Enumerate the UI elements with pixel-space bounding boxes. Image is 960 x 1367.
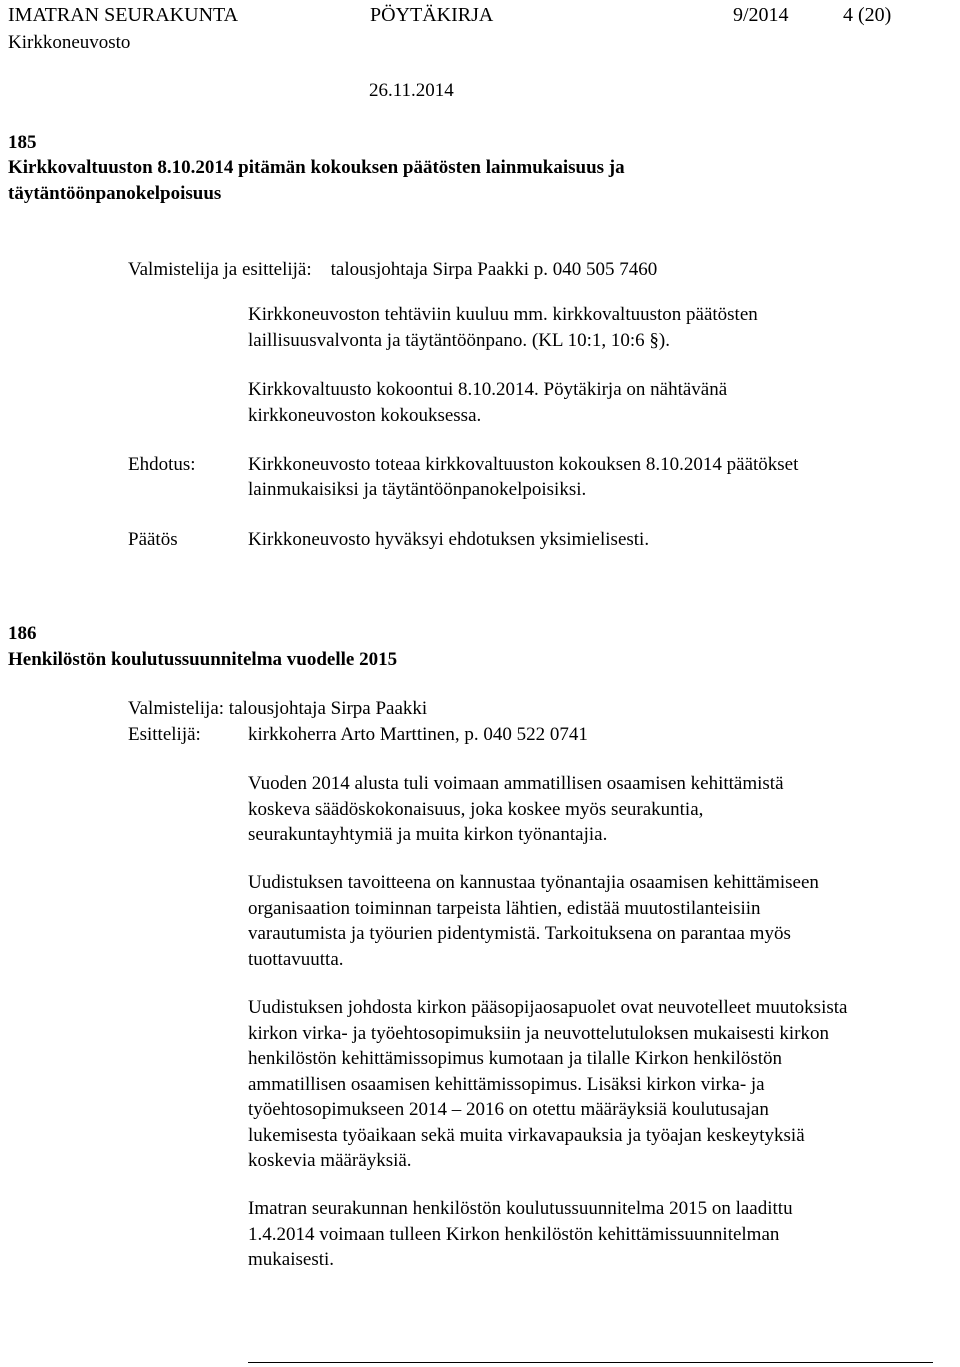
header-number: 9/2014: [733, 4, 789, 26]
decision-label: Päätös: [128, 529, 178, 550]
item185-para1-line2: laillisuusvalvonta ja täytäntöönpano. (KL 10:1, 10:6 §).: [248, 330, 670, 351]
item186-title: Henkilöstön koulutussuunnitelma vuodelle 2015: [8, 649, 398, 670]
text-line: Uudistuksen tavoitteena on kannustaa työnantajia osaamisen kehittämiseen: [248, 872, 819, 893]
text-line: lukemisesta työaikaan sekä muita virkavapauksia ja työajan keskeytyksiä: [248, 1124, 805, 1146]
item186-presenter: kirkkoherra Arto Marttinen, p. 040 522 0741: [248, 724, 588, 745]
item186-paragraph-4: [248, 1196, 928, 1273]
text-line: Imatran seurakunnan henkilöstön koulutussuunnitelma 2015 on laadittu: [248, 1198, 793, 1219]
text-line: mukaisesti.: [248, 1249, 335, 1270]
proposal-label: Ehdotus:: [128, 454, 196, 475]
text-line: Vuoden 2014 alusta tuli voimaan ammatillisen osaamisen kehittämistä: [248, 773, 784, 794]
text-line: tuottavuutta.: [248, 948, 344, 970]
header-org: IMATRAN SEURAKUNTA: [8, 4, 239, 26]
item185-title-line2: täytäntöönpanokelpoisuus: [8, 183, 222, 204]
text-line: koskeva säädöskokonaisuus, joka koskee myös seurakuntia,: [248, 798, 704, 820]
text-line: 1.4.2014 voimaan tulleen Kirkon henkilöstön kehittämissuunnitelman: [248, 1223, 780, 1245]
item186-paragraph-3: [248, 995, 928, 1174]
item186-presenter-label: Esittelijä:: [128, 724, 201, 745]
text-line: organisaation toiminnan tarpeista lähtien, edistää muutostilanteisiin: [248, 897, 761, 919]
item185-para2-line1: Kirkkovaltuusto kokoontui 8.10.2014. Pöytäkirja on nähtävänä: [248, 379, 728, 400]
text-line: varautumista ja työurien pidentymistä. Tarkoituksena on parantaa myös: [248, 923, 791, 944]
text-line: koskevia määräyksiä.: [248, 1150, 412, 1171]
text-line: kirkon virka- ja työehtosopimuksiin ja neuvottelutuloksen mukaisesti kirkon: [248, 1022, 830, 1044]
item186-paragraph-1: [248, 771, 928, 848]
item185-preparer: Valmistelija ja esittelijä: talousjohtaja Sirpa Paakki p. 040 505 7460: [128, 259, 658, 280]
item186-paragraph-2: [248, 870, 928, 972]
header-date: 26.11.2014: [369, 80, 454, 101]
header-doctype: PÖYTÄKIRJA: [370, 4, 494, 26]
text-line: Uudistuksen johdosta kirkon pääsopijaosapuolet ovat neuvotelleet muutoksista: [248, 997, 848, 1018]
text-line: ammatillisen osaamisen kehittämissopimus. Lisäksi kirkon virka- ja: [248, 1073, 765, 1095]
item186-number: 186: [8, 623, 37, 644]
item186-preparer: Valmistelija: talousjohtaja Sirpa Paakki: [128, 698, 428, 719]
text-line: työehtosopimukseen 2014 – 2016 on otettu määräyksiä koulutusajan: [248, 1099, 769, 1120]
proposal-line2: lainmukaisiksi ja täytäntöönpanokelpoisiksi.: [248, 479, 587, 500]
item185-title-line1: Kirkkovaltuuston 8.10.2014 pitämän kokouksen päätösten lainmukaisuus ja: [8, 157, 625, 178]
item185-para2-line2: kirkkoneuvoston kokouksessa.: [248, 405, 482, 426]
text-line: seurakuntayhtymiä ja muita kirkon työnantajia.: [248, 824, 608, 845]
header-page: 4 (20): [843, 4, 892, 26]
text-line: henkilöstön kehittämissopimus kumotaan ja tilalle Kirkon henkilöstön: [248, 1048, 783, 1069]
item185-number: 185: [8, 132, 37, 153]
item185-para1-line1: Kirkkoneuvoston tehtäviin kuuluu mm. kirkkovaltuuston päätösten: [248, 304, 758, 325]
header-body: Kirkkoneuvosto: [8, 32, 131, 53]
footer-signature-line: [248, 1362, 933, 1363]
decision-text: Kirkkoneuvosto hyväksyi ehdotuksen yksimielisesti.: [248, 529, 650, 550]
proposal-line1: Kirkkoneuvosto toteaa kirkkovaltuuston kokouksen 8.10.2014 päätökset: [248, 454, 799, 475]
